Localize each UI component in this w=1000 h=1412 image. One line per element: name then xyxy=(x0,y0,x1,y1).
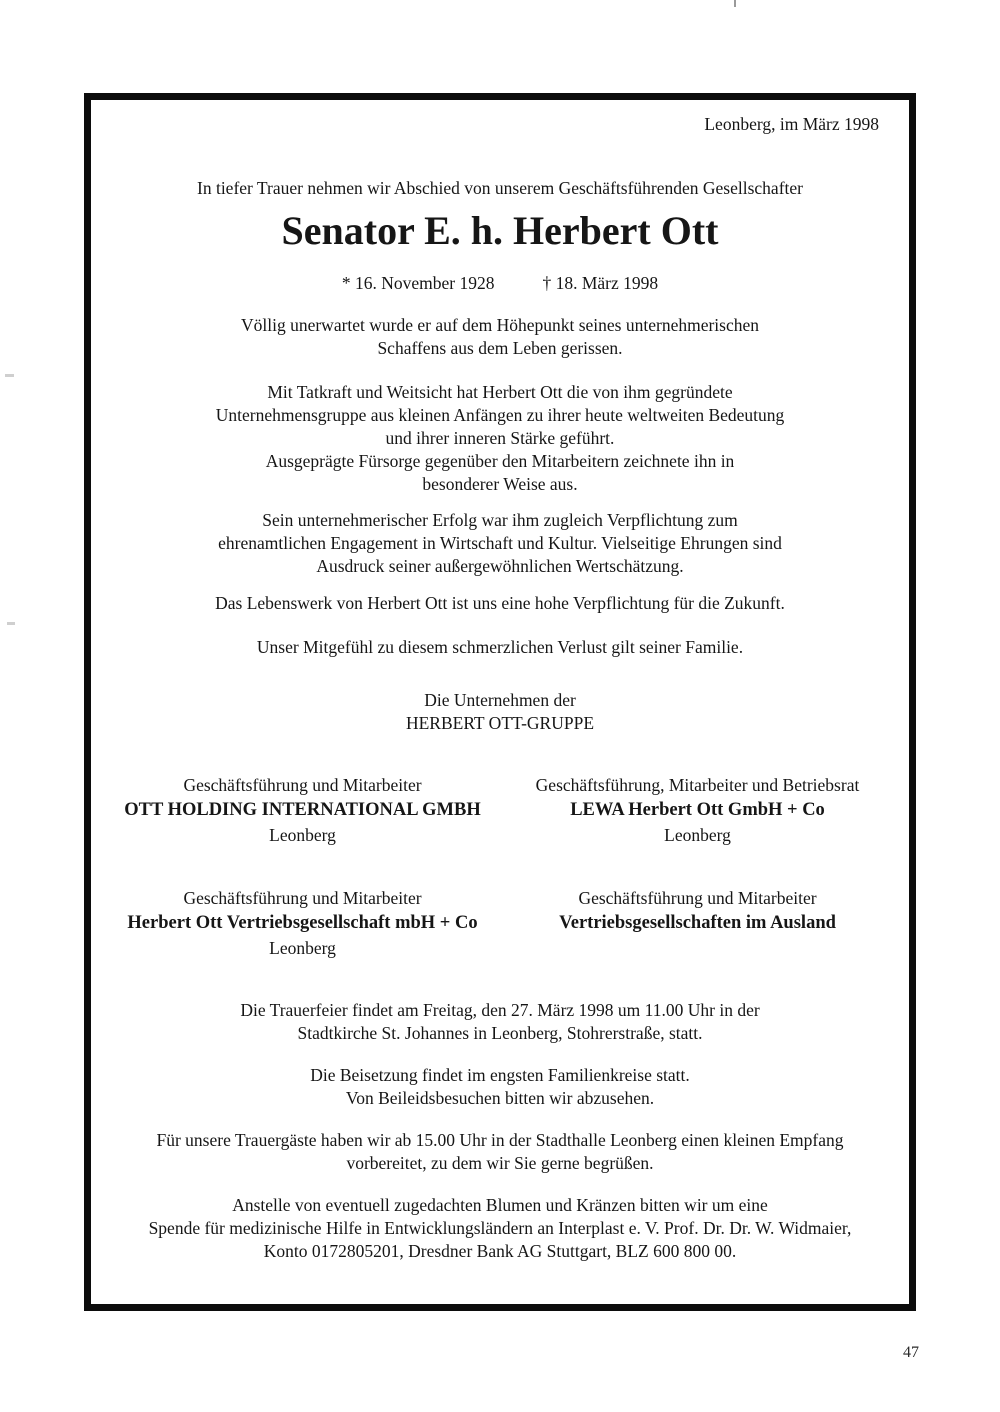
company-header: Geschäftsführung und Mitarbeiter xyxy=(578,888,817,908)
scan-artifact-top-tick xyxy=(734,0,736,7)
text-line: HERBERT OTT-GRUPPE xyxy=(405,713,595,733)
companies-row-2 xyxy=(105,887,895,960)
company-name: OTT HOLDING INTERNATIONAL GMBH xyxy=(124,800,481,820)
text-line: vorbereitet, zu dem wir Sie gerne begrüßen. xyxy=(346,1153,654,1173)
company-block-ausland xyxy=(500,887,895,960)
company-name: LEWA Herbert Ott GmbH + Co xyxy=(570,800,825,820)
text-line: Schaffens aus dem Leben gerissen. xyxy=(377,338,623,358)
company-block-lewa xyxy=(500,774,895,847)
text-line: Spende für medizinische Hilfe in Entwicklungsländern an Interplast e. V. Prof. Dr. Dr. W. Widmaier, xyxy=(148,1218,852,1238)
text-line: Völlig unerwartet wurde er auf dem Höhepunkt seines unternehmerischen xyxy=(240,315,760,335)
deceased-name: Senator E. h. Herbert Ott xyxy=(281,208,719,253)
paragraph-condolence xyxy=(105,636,895,659)
paragraph-donations xyxy=(105,1194,895,1263)
company-location: Leonberg xyxy=(269,938,336,958)
birth-date: * 16. November 1928 xyxy=(341,273,495,293)
company-name: Herbert Ott Vertriebsgesellschaft mbH + Co xyxy=(127,913,478,933)
page-number: 47 xyxy=(903,1344,919,1361)
companies-row-1 xyxy=(105,774,895,847)
company-block-ott-holding xyxy=(105,774,500,847)
company-header: Geschäftsführung, Mitarbeiter und Betriebsrat xyxy=(535,775,860,795)
obituary-notice-content xyxy=(91,100,909,1263)
text-line: und ihrer inneren Stärke geführt. xyxy=(385,428,615,448)
text-line: Stadtkirche St. Johannes in Leonberg, Stohrerstraße, statt. xyxy=(297,1023,703,1043)
text-line: Konto 0172805201, Dresdner Bank AG Stuttgart, BLZ 600 800 00. xyxy=(263,1241,737,1261)
obituary-notice-frame xyxy=(84,93,916,1311)
text-line: ehrenamtlichen Engagement in Wirtschaft und Kultur. Vielseitige Ehrungen sind xyxy=(218,533,782,553)
signature-group xyxy=(105,689,895,735)
paragraph-funeral-service xyxy=(105,999,895,1045)
intro-line: In tiefer Trauer nehmen wir Abschied von unserem Geschäftsführenden Gesellschafter xyxy=(197,178,803,198)
paragraph-legacy xyxy=(105,592,895,615)
text-line: Anstelle von eventuell zugedachten Blumen und Kränzen bitten wir um eine xyxy=(232,1195,768,1215)
paragraph-sudden-death xyxy=(105,314,895,360)
company-block-vertriebsgesellschaft xyxy=(105,887,500,960)
text-line: Das Lebenswerk von Herbert Ott ist uns eine hohe Verpflichtung für die Zukunft. xyxy=(215,593,785,613)
company-name: Vertriebsgesellschaften im Ausland xyxy=(559,913,836,933)
text-line: Unternehmensgruppe aus kleinen Anfängen zu ihrer heute weltweiten Bedeutung xyxy=(215,405,785,425)
life-dates xyxy=(105,272,895,295)
text-line: Von Beileidsbesuchen bitten wir abzusehen. xyxy=(345,1088,655,1108)
company-header: Geschäftsführung und Mitarbeiter xyxy=(183,888,422,908)
paragraph-honorary-engagement xyxy=(105,509,895,578)
text-line: Unser Mitgefühl zu diesem schmerzlichen Verlust gilt seiner Familie. xyxy=(256,637,744,657)
company-location: Leonberg xyxy=(664,825,731,845)
company-location: Leonberg xyxy=(269,825,336,845)
paragraph-burial xyxy=(105,1064,895,1110)
text-line: Die Unternehmen der xyxy=(424,690,576,710)
text-line: Für unsere Trauergäste haben wir ab 15.00 Uhr in der Stadthalle Leonberg einen kleinen Empfang xyxy=(156,1130,844,1150)
scan-artifact-left-smudge xyxy=(5,374,14,377)
text-line: Ausdruck seiner außergewöhnlichen Wertschätzung. xyxy=(316,556,684,576)
text-line: besonderer Weise aus. xyxy=(422,474,578,494)
text-line: Die Beisetzung findet im engsten Familienkreise statt. xyxy=(310,1065,690,1085)
text-line: Sein unternehmerischer Erfolg war ihm zugleich Verpflichtung zum xyxy=(262,510,738,530)
text-line: Ausgeprägte Fürsorge gegenüber den Mitarbeitern zeichnete ihn in xyxy=(265,451,735,471)
company-header: Geschäftsführung und Mitarbeiter xyxy=(183,775,422,795)
paragraph-reception xyxy=(105,1129,895,1175)
scan-artifact-left-smudge xyxy=(7,622,15,625)
paragraph-life-achievement xyxy=(105,381,895,496)
dateline: Leonberg, im März 1998 xyxy=(704,114,879,134)
text-line: Mit Tatkraft und Weitsicht hat Herbert Ott die von ihm gegründete xyxy=(267,382,733,402)
death-date: † 18. März 1998 xyxy=(542,273,659,293)
text-line: Die Trauerfeier findet am Freitag, den 27. März 1998 um 11.00 Uhr in der xyxy=(240,1000,760,1020)
